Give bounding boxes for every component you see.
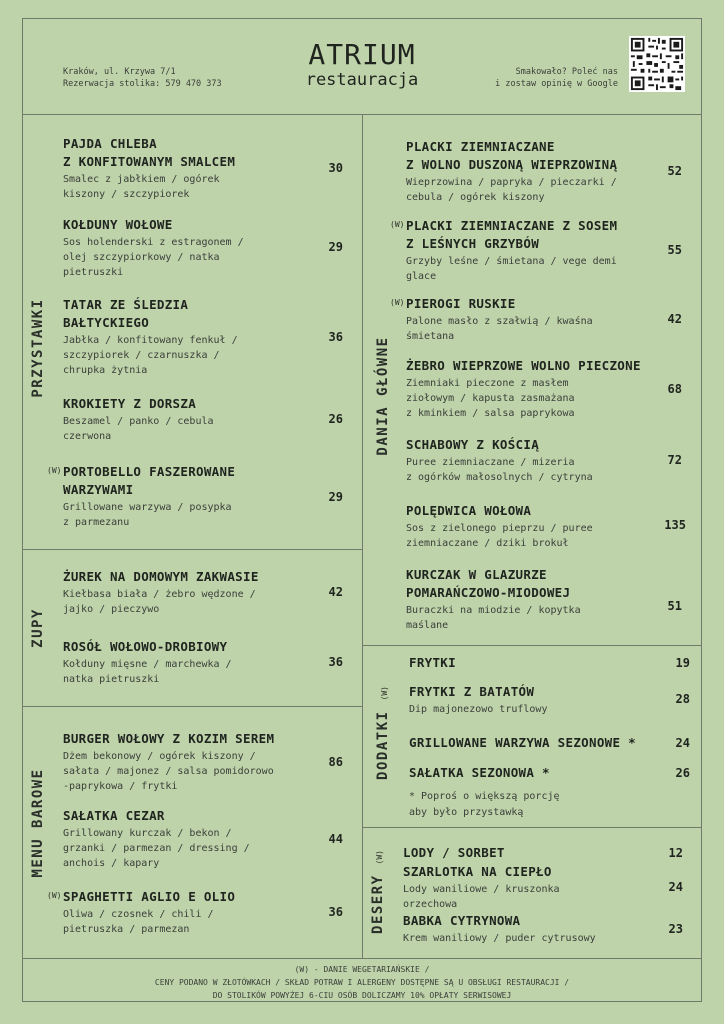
note-line-1: * Poproś o większą porcję [409, 791, 560, 802]
item-price: 26 [675, 766, 690, 780]
section-desery-label [370, 837, 386, 947]
item-desc: Palone masło z szałwią / kwaśna śmietana [406, 316, 593, 342]
item-name: BURGER WOŁOWY Z KOZIM SEREM [63, 731, 275, 746]
item-desc: Grillowany kurczak / bekon / grzanki / parmezan / dressing / anchois / kapary [63, 828, 250, 869]
item-name: ŻUREK NA DOMOWYM ZAKWASIE [63, 569, 259, 584]
item-name: TATAR ZE ŚLEDZIA [63, 297, 189, 312]
item-price: 36 [328, 655, 343, 669]
section-dodatki-label [375, 673, 391, 793]
menu-item [63, 638, 303, 687]
item-price: 42 [328, 585, 343, 599]
dania-dodatki-divider [362, 645, 702, 646]
menu-item [409, 654, 649, 672]
menu-item [406, 436, 646, 485]
menu-item [63, 216, 303, 280]
item-desc: Wieprzowina / papryka / pieczarki / cebula / ogórek kiszony [406, 177, 617, 203]
item-name-2: POMARAŃCZOWO-MIODOWEJ [406, 585, 571, 600]
item-name-2: Z WOLNO DUSZONĄ WIEPRZOWINĄ [406, 157, 618, 172]
address-line: Kraków, ul. Krzywa 7/1 [63, 67, 176, 77]
menu-item [409, 764, 649, 782]
item-price: 28 [675, 692, 690, 706]
item-price: 29 [328, 240, 343, 254]
menu-item [406, 566, 646, 633]
item-name: PAJDA CHLEBA [63, 136, 157, 151]
veg-tag: (W) [390, 220, 405, 229]
item-desc: Krem waniliowy / puder cytrusowy [403, 933, 596, 944]
item-name: ROSÓŁ WOŁOWO-DROBIOWY [63, 639, 228, 654]
item-price: 72 [667, 453, 682, 467]
section-przystawki-label: PRZYSTAWKI [30, 298, 46, 398]
menu-item [403, 912, 643, 946]
item-price: 24 [675, 736, 690, 750]
item-name: SPAGHETTI AGLIO E OLIO [63, 889, 236, 904]
menu-item [409, 683, 649, 717]
menu-item [390, 295, 646, 344]
item-price: 44 [328, 832, 343, 846]
veg-tag: (W) [47, 891, 62, 900]
item-desc: Smalec z jabłkiem / ogórek kiszony / szczypiorek [63, 174, 220, 200]
item-desc: Lody waniliowe / kruszonka orzechowa [403, 884, 560, 910]
menu-item [403, 863, 643, 912]
item-desc: Puree ziemniaczane / mizeria z ogórków małosolnych / cytryna [406, 457, 593, 483]
dodatki-label-text: DODATKI [375, 710, 391, 780]
dodatki-desery-divider [362, 827, 702, 828]
restaurant-title: ATRIUM [308, 38, 416, 71]
item-name: SCHABOWY Z KOŚCIĄ [406, 437, 540, 452]
column-divider [362, 114, 363, 958]
item-desc: Oliwa / czosnek / chili / pietruszka / parmezan [63, 909, 214, 935]
item-name: KOŁDUNY WOŁOWE [63, 217, 173, 232]
dodatki-note [409, 788, 649, 820]
item-price: 135 [664, 518, 686, 532]
item-name: PORTOBELLO FASZEROWANE [63, 464, 236, 479]
zupy-menubarowe-divider [22, 706, 362, 707]
menu-item [406, 357, 646, 421]
section-menu-barowe-label: MENU BAROWE [30, 768, 46, 878]
desery-veg-tag: (W) [375, 850, 384, 865]
item-desc: Dip majonezowo truflowy [409, 704, 548, 715]
menu-item [406, 138, 646, 205]
menu-item [63, 135, 303, 202]
item-name: FRYTKI Z BATATÓW [409, 684, 535, 699]
menu-item [63, 568, 303, 617]
item-name: KURCZAK W GLAZURZE [406, 567, 547, 582]
menu-item [63, 807, 303, 871]
item-desc: Kiełbasa biała / żebro wędzone / jajko / pieczywo [63, 589, 256, 615]
item-name: KROKIETY Z DORSZA [63, 396, 197, 411]
item-price: 52 [667, 164, 682, 178]
footer-line-2: CENY PODANO W ZŁOTÓWKACH / SKŁAD POTRAW I ALERGENY DOSTĘPNE SĄ U OBSŁUGI RESTAURACJI / [154, 978, 570, 987]
item-name: SAŁATKA CEZAR [63, 808, 165, 823]
item-name: SZARLOTKA NA CIEPŁO [403, 864, 552, 879]
item-price: 51 [667, 599, 682, 613]
item-name: POLĘDWICA WOŁOWA [406, 503, 532, 518]
item-price: 29 [328, 490, 343, 504]
menu-item [63, 395, 303, 444]
item-name-2: Z KONFITOWANYM SMALCEM [63, 154, 236, 169]
item-desc: Sos holenderski z estragonem / olej szczypiorkowy / natka pietruszki [63, 237, 244, 278]
item-desc: Grzyby leśne / śmietana / vege demi glace [406, 256, 617, 282]
item-price: 23 [668, 922, 683, 936]
item-name: ŻEBRO WIEPRZOWE WOLNO PIECZONE [406, 358, 641, 373]
item-desc: Sos z zielonego pieprzu / puree ziemniaczane / dziki brokuł [406, 523, 593, 549]
item-price: 86 [328, 755, 343, 769]
item-price: 36 [328, 905, 343, 919]
item-price: 68 [667, 382, 682, 396]
menu-footer [22, 963, 702, 1002]
review-line-1: Smakowało? Poleć nas [515, 67, 618, 77]
footer-line-3: DO STOLIKÓW POWYŻEJ 6-CIU OSÓB DOLICZAMY 10% OPŁATY SERWISOWEJ [212, 991, 512, 1000]
section-zupy-label: ZUPY [30, 608, 46, 648]
item-name: SAŁATKA SEZONOWA * [409, 765, 550, 780]
review-prompt [495, 66, 618, 90]
item-price: 24 [668, 880, 683, 894]
menu-item [47, 888, 303, 937]
item-name: PIEROGI RUSKIE [406, 296, 516, 311]
menu-item [63, 296, 303, 378]
item-name: PLACKI ZIEMNIACZANE [406, 139, 555, 154]
item-name: FRYTKI [409, 655, 456, 670]
note-line-2: aby było przystawką [409, 807, 524, 818]
footer-divider [22, 958, 702, 959]
review-line-2: i zostaw opinię w Google [495, 79, 618, 89]
item-desc: Beszamel / panko / cebula czerwona [63, 416, 214, 442]
przystawki-zupy-divider [22, 549, 362, 550]
footer-line-1: (W) - DANIE WEGETARIAŃSKIE / [294, 965, 430, 974]
item-price: 36 [328, 330, 343, 344]
item-price: 55 [667, 243, 682, 257]
item-price: 42 [667, 312, 682, 326]
item-price: 26 [328, 412, 343, 426]
menu-item [409, 734, 649, 752]
item-name: BABKA CYTRYNOWA [403, 913, 521, 928]
item-name: GRILLOWANE WARZYWA SEZONOWE * [409, 735, 636, 750]
item-desc: Grillowane warzywa / posypka z parmezanu [63, 502, 232, 528]
desery-label-text: DESERY [370, 874, 386, 934]
item-desc: Ziemniaki pieczone z masłem ziołowym / kapusta zasmażana z kminkiem / salsa paprykowa [406, 378, 575, 419]
restaurant-subtitle: restauracja [305, 70, 419, 90]
veg-tag: (W) [390, 298, 405, 307]
item-price: 12 [668, 846, 683, 860]
qr-code-icon[interactable] [628, 36, 686, 92]
item-name: LODY / SORBET [403, 845, 505, 860]
reservation-line: Rezerwacja stolika: 579 470 373 [63, 79, 222, 89]
veg-tag: (W) [47, 466, 62, 475]
item-desc: Jabłka / konfitowany fenkuł / szczypiorek / czarnuszka / chrupka żytnia [63, 335, 238, 376]
item-name-2: WARZYWAMI [63, 482, 134, 497]
section-dania-glowne-label: DANIA GŁÓWNE [375, 336, 391, 456]
item-name-2: BAŁTYCKIEGO [63, 315, 150, 330]
item-desc: Buraczki na miodzie / kopytka maślane [406, 605, 581, 631]
item-name: PLACKI ZIEMNIACZANE Z SOSEM [406, 218, 618, 233]
item-desc: Kołduny mięsne / marchewka / natka pietruszki [63, 659, 232, 685]
menu-item [390, 217, 646, 284]
menu-item [406, 502, 646, 551]
menu-item [47, 463, 303, 530]
menu-item [63, 730, 303, 794]
item-name-2: Z LEŚNYCH GRZYBÓW [406, 236, 540, 251]
menu-item [403, 844, 643, 862]
item-price: 19 [675, 656, 690, 670]
dodatki-veg-tag: (W) [380, 686, 389, 701]
item-desc: Dżem bekonowy / ogórek kiszony / sałata / majonez / salsa pomidorowo -paprykowa / frytki [63, 751, 274, 792]
item-price: 30 [328, 161, 343, 175]
